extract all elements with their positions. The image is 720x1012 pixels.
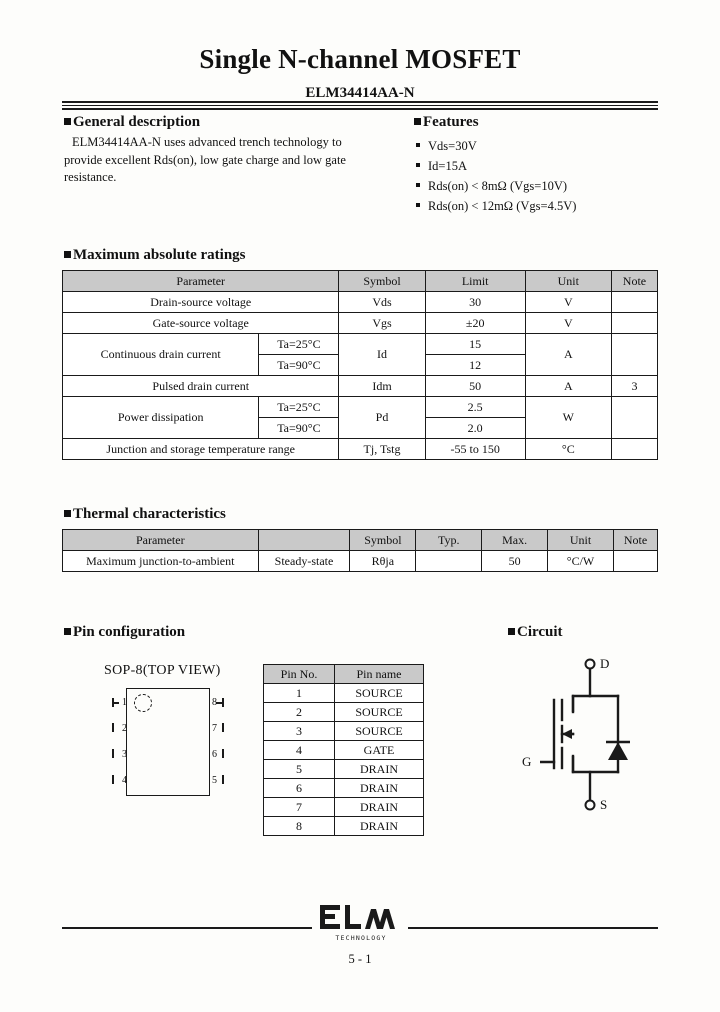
table-header-row [264, 665, 424, 684]
section-heading-pin-configuration: Pin configuration [64, 624, 185, 641]
section-heading-maximum-absolute-ratings: Maximum absolute ratings [64, 247, 246, 264]
page-title: Single N-channel MOSFET [199, 44, 521, 74]
page-number: 5 - 1 [348, 952, 372, 966]
cell-pin-name: SOURCE [335, 684, 424, 703]
bullet-icon [416, 143, 420, 147]
cell-pin-name: SOURCE [335, 703, 424, 722]
column-header-symbol: Symbol [339, 271, 425, 292]
cell-pin-no: 4 [264, 741, 335, 760]
list-item: Rds(on) < 12mΩ (Vgs=4.5V) [414, 196, 664, 216]
cell-symbol: Vds [339, 292, 425, 313]
cell-parameter: Power dissipation [63, 397, 259, 439]
cell-condition: Ta=25°C [259, 397, 339, 418]
column-header-symbol: Symbol [350, 530, 416, 551]
cell-parameter: Continuous drain current [63, 334, 259, 376]
header-divider [62, 101, 658, 110]
bullet-icon [416, 183, 420, 187]
pin-number: 5 [212, 775, 217, 786]
list-item: Rds(on) < 8mΩ (Vgs=10V) [414, 176, 664, 196]
cell-symbol: Pd [339, 397, 425, 439]
table-row [264, 760, 424, 779]
pin-number: 3 [122, 749, 127, 760]
cell-symbol: Rθja [350, 551, 416, 572]
column-header-pin-no: Pin No. [264, 665, 335, 684]
cell-pin-name: DRAIN [335, 779, 424, 798]
cell-pin-no: 6 [264, 779, 335, 798]
table-row [63, 439, 658, 460]
table-row [264, 817, 424, 836]
logo-subtext: TECHNOLOGY [335, 934, 387, 942]
channel-arrow-icon [562, 729, 572, 739]
pin-lead-3 [112, 749, 114, 758]
pin-lead-8-edge [222, 698, 224, 707]
bullet-square-icon [414, 118, 421, 125]
column-header-parameter: Parameter [63, 271, 339, 292]
bullet-square-icon [64, 251, 71, 258]
table-row [264, 779, 424, 798]
terminal-label-gate: G [522, 754, 532, 769]
pin-lead-7 [222, 723, 224, 732]
bullet-square-icon [64, 510, 71, 517]
table-row [264, 722, 424, 741]
cell-limit: 30 [425, 292, 525, 313]
cell-pin-no: 7 [264, 798, 335, 817]
table-row [63, 397, 658, 418]
pin-number: 1 [122, 697, 127, 708]
cell-pin-no: 8 [264, 817, 335, 836]
cell-parameter: Maximum junction-to-ambient [63, 551, 259, 572]
package-label: SOP-8(TOP VIEW) [104, 663, 221, 678]
footer-rule-left [62, 927, 312, 929]
pin1-marker-icon [134, 694, 152, 712]
bullet-square-icon [64, 118, 71, 125]
cell-symbol: Idm [339, 376, 425, 397]
thermal-characteristics-table [62, 529, 658, 572]
table-header-row [63, 530, 658, 551]
cell-condition: Ta=25°C [259, 334, 339, 355]
section-heading-features: Features [414, 114, 479, 131]
bullet-square-icon [508, 628, 515, 635]
cell-typ [416, 551, 482, 572]
bullet-icon [416, 203, 420, 207]
cell-limit: 50 [425, 376, 525, 397]
cell-pin-name: GATE [335, 741, 424, 760]
cell-limit: -55 to 150 [425, 439, 525, 460]
cell-limit: 2.5 [425, 397, 525, 418]
section-heading-general-description: General description [64, 114, 200, 131]
column-header-note: Note [613, 530, 657, 551]
cell-unit: V [525, 292, 611, 313]
cell-unit: °C [525, 439, 611, 460]
column-header-max: Max. [482, 530, 548, 551]
table-row [264, 798, 424, 817]
cell-note [611, 439, 657, 460]
cell-pin-name: DRAIN [335, 817, 424, 836]
table-row [63, 292, 658, 313]
mosfet-symbol-icon [540, 650, 670, 820]
table-row [63, 551, 658, 572]
pin-lead-4 [112, 775, 114, 784]
pin-lead-6 [222, 749, 224, 758]
pin-number: 7 [212, 723, 217, 734]
cell-note [611, 313, 657, 334]
bullet-icon [416, 163, 420, 167]
cell-unit: W [525, 397, 611, 439]
cell-condition: Ta=90°C [259, 355, 339, 376]
list-item: Vds=30V [414, 136, 664, 156]
cell-pin-name: DRAIN [335, 760, 424, 779]
cell-pin-no: 5 [264, 760, 335, 779]
column-header-parameter: Parameter [63, 530, 259, 551]
cell-symbol: Id [339, 334, 425, 376]
cell-limit: 15 [425, 334, 525, 355]
cell-pin-no: 2 [264, 703, 335, 722]
cell-parameter: Gate-source voltage [63, 313, 339, 334]
footer-rule-right [408, 927, 658, 929]
cell-pin-name: DRAIN [335, 798, 424, 817]
cell-unit: °C/W [548, 551, 614, 572]
bullet-square-icon [64, 628, 71, 635]
cell-pin-no: 3 [264, 722, 335, 741]
cell-symbol: Tj, Tstg [339, 439, 425, 460]
table-row [264, 684, 424, 703]
column-header-unit: Unit [548, 530, 614, 551]
table-row [264, 703, 424, 722]
column-header-limit: Limit [425, 271, 525, 292]
column-header-pin-name: Pin name [335, 665, 424, 684]
body-diode-icon [608, 742, 628, 760]
general-description-body: ELM34414AA-N uses advanced trench technology to provide excellent Rds(on), low gate charge and low gate resistance. [64, 135, 346, 184]
cell-max: 50 [482, 551, 548, 572]
cell-condition: Ta=90°C [259, 418, 339, 439]
cell-unit: A [525, 376, 611, 397]
cell-note [613, 551, 657, 572]
cell-limit: 12 [425, 355, 525, 376]
cell-note: 3 [611, 376, 657, 397]
terminal-label-source: S [600, 797, 608, 812]
cell-note [611, 334, 657, 376]
table-row [63, 334, 658, 355]
pin-lead-2 [112, 723, 114, 732]
part-number: ELM34414AA-N [305, 85, 415, 101]
section-heading-thermal-characteristics: Thermal characteristics [64, 506, 226, 523]
cell-pin-name: SOURCE [335, 722, 424, 741]
table-row [63, 376, 658, 397]
package-diagram [108, 688, 228, 798]
cell-parameter: Pulsed drain current [63, 376, 339, 397]
cell-limit: 2.0 [425, 418, 525, 439]
pin-number: 4 [122, 775, 127, 786]
cell-limit: ±20 [425, 313, 525, 334]
list-item: Id=15A [414, 156, 664, 176]
cell-pin-no: 1 [264, 684, 335, 703]
circuit-diagram [522, 650, 670, 820]
table-row [63, 313, 658, 334]
pin-number: 2 [122, 723, 127, 734]
pin-lead-5 [222, 775, 224, 784]
column-header-note: Note [611, 271, 657, 292]
section-heading-circuit: Circuit [508, 624, 563, 641]
company-logo [318, 903, 404, 947]
pin-number: 8 [212, 697, 217, 708]
features-list [414, 136, 664, 216]
cell-unit: A [525, 334, 611, 376]
terminal-label-drain: D [600, 656, 610, 671]
pin-number: 6 [212, 749, 217, 760]
cell-symbol: Vgs [339, 313, 425, 334]
cell-condition: Steady-state [258, 551, 350, 572]
column-header-unit: Unit [525, 271, 611, 292]
column-header-condition [258, 530, 350, 551]
maximum-absolute-ratings-table [62, 270, 658, 460]
cell-note [611, 292, 657, 313]
cell-parameter: Junction and storage temperature range [63, 439, 339, 460]
pin-lead-1-edge [112, 698, 114, 707]
cell-unit: V [525, 313, 611, 334]
column-header-typ: Typ. [416, 530, 482, 551]
cell-parameter: Drain-source voltage [63, 292, 339, 313]
pin-assignment-table [263, 664, 424, 836]
cell-note [611, 397, 657, 439]
elm-logo-icon [318, 903, 404, 935]
table-header-row [63, 271, 658, 292]
table-row [264, 741, 424, 760]
